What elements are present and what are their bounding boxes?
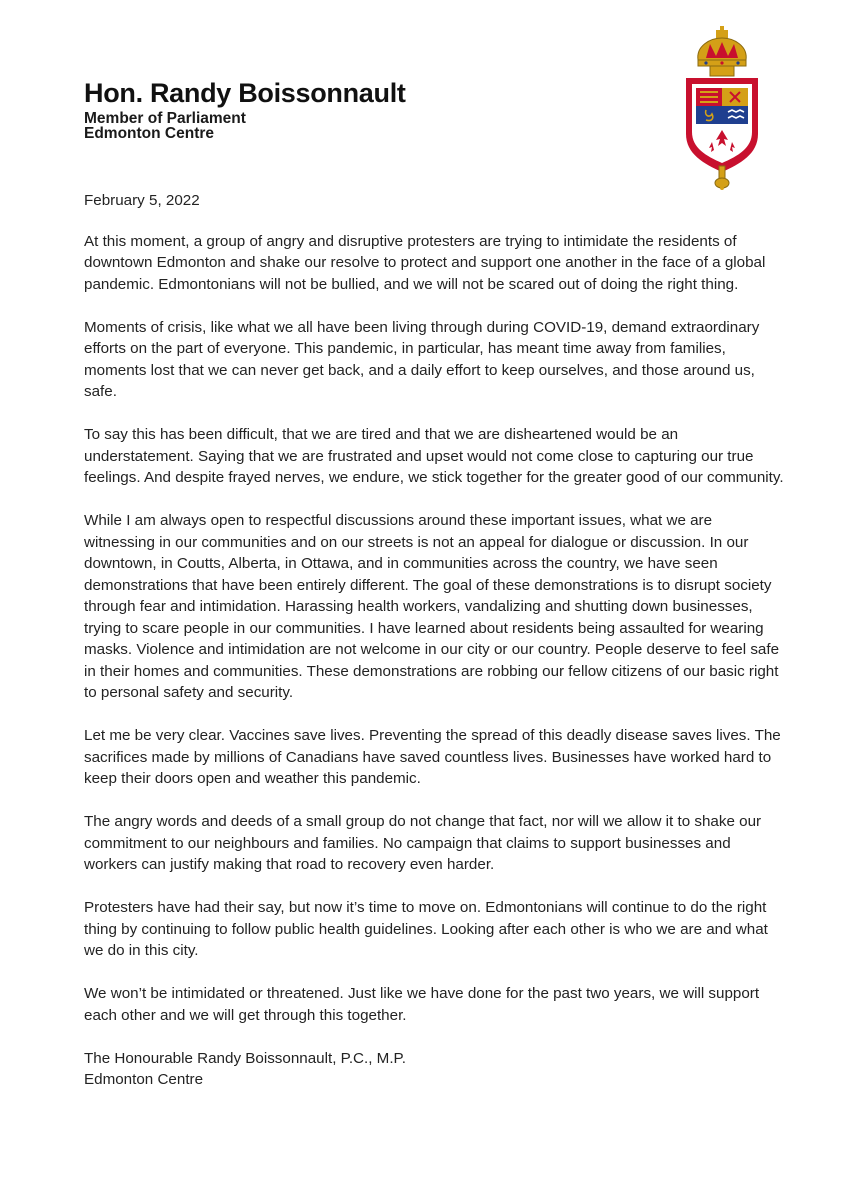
- letter-body: [84, 190, 784, 1091]
- paragraph: Moments of crisis, like what we all have been living through during COVID-19, demand extraordinary efforts on the part of everyone. This pandemic, in particular, has meant time away from families, moments lost that we can never get back, and a daily effort to keep ourselves, and those around us, safe.: [84, 318, 760, 400]
- paragraph: While I am always open to respectful discussions around these important issues, what we are witnessing in our communities and on our streets is not an appeal for dialogue or discussion. In our downtown, in Coutts, Alberta, in Ottawa, and in communities across the country, we have seen demonstrations that have been entirely different. The goal of these demonstrations is to disrupt society through fear and intimidation. Harassing health workers, vandalizing and shutting down businesses, trying to scare people in our communities. I have learned about residents being assaulted for wearing masks. Violence and intimidation are not welcome in our city or our country. People deserve to feel safe in their homes and communities. These demonstrations are robbing our fellow citizens of our basic right to personal safety and security.: [84, 512, 780, 701]
- paragraph: Protesters have had their say, but now it’s time to move on. Edmontonians will continue to do the right thing by continuing to follow public health guidelines. Looking after each other is who we are and what we do in this city.: [84, 899, 768, 959]
- signature-name: The Honourable Randy Boissonnault, P.C., M.P.: [84, 1049, 406, 1067]
- signature-riding: Edmonton Centre: [84, 1071, 204, 1088]
- paragraph: We won’t be intimidated or threatened. Just like we have done for the past two years, we will support each other and we will get through this together.: [84, 985, 760, 1024]
- sender-riding: Edmonton Centre: [84, 125, 215, 142]
- sender-title: Member of Parliament: [84, 110, 246, 127]
- paragraph: To say this has been difficult, that we are tired and that we are disheartened would be an understatement. Saying that we are frustrated and upset would not come close to capturing our true feelings. And despite frayed nerves, we endure, we stick together for the greater good of our community.: [84, 426, 784, 486]
- sender-name: Hon. Randy Boissonnault: [84, 78, 406, 108]
- paragraph: At this moment, a group of angry and disruptive protesters are trying to intimidate the residents of downtown Edmonton and shake our resolve to protect and support one another in the face of a global pandemic. Edmontonians will not be bullied, and we will not be scared out of doing the right thing.: [84, 232, 766, 293]
- paragraph: The angry words and deeds of a small group do not change that fact, nor will we allow it to shake our commitment to our neighbours and families. No campaign that claims to support businesses and workers can justify making that road to recovery even harder.: [84, 813, 762, 873]
- paragraph: Let me be very clear. Vaccines save lives. Preventing the spread of this deadly disease saves lives. The sacrifices made by millions of Canadians have saved countless lives. Businesses have worked hard to keep their doors open and weather this pandemic.: [84, 727, 781, 787]
- letter-date: February 5, 2022: [84, 192, 200, 209]
- letterhead: [84, 78, 644, 141]
- house-of-commons-crest-icon: [676, 26, 768, 190]
